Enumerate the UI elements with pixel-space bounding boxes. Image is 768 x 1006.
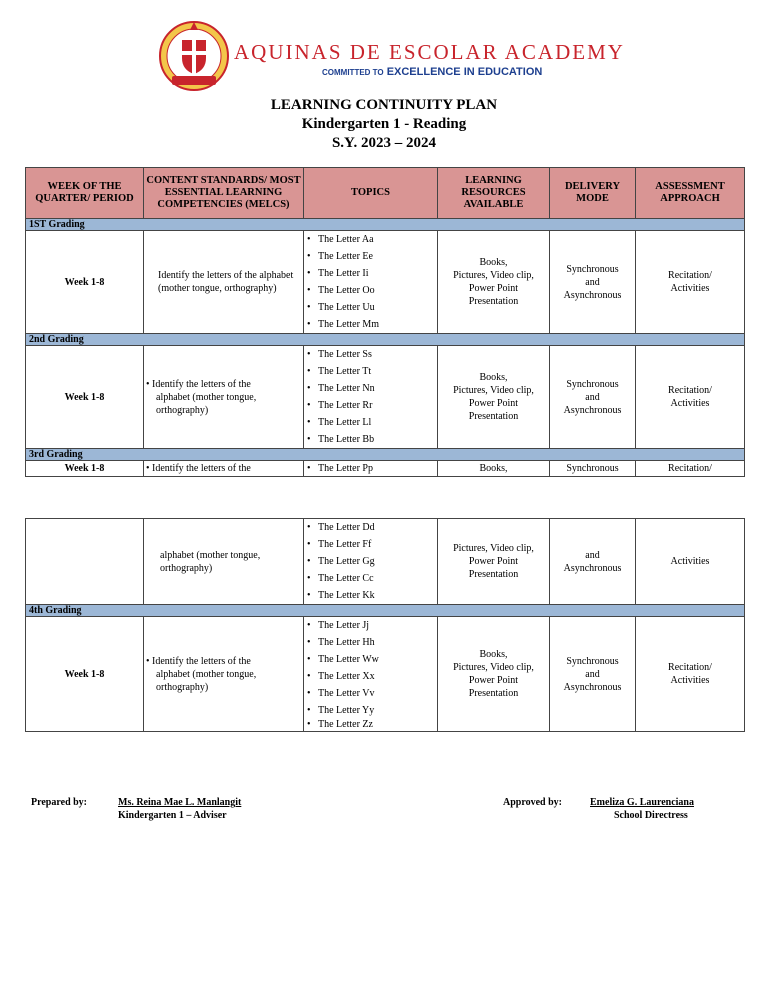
competency-line: alphabet (mother tongue, bbox=[156, 391, 257, 403]
topic-item: • The Letter Mm bbox=[306, 316, 435, 333]
delivery-cell bbox=[550, 519, 636, 605]
school-seal-logo bbox=[158, 18, 230, 94]
resources-cell bbox=[438, 519, 550, 605]
resource-line: Power Point bbox=[468, 556, 519, 567]
doc-title: LEARNING CONTINUITY PLAN bbox=[270, 97, 498, 113]
delivery-cell: Synchronous bbox=[550, 461, 636, 477]
table-row bbox=[26, 461, 745, 477]
delivery-cell bbox=[550, 617, 636, 732]
delivery-line: Asynchronous bbox=[563, 404, 622, 416]
topics-cell bbox=[304, 617, 438, 732]
delivery-line: Asynchronous bbox=[563, 681, 622, 693]
topic-item: • The Letter Ff bbox=[306, 536, 435, 553]
grading-row-2 bbox=[26, 334, 745, 346]
topic-item: • The Letter Ll bbox=[306, 414, 435, 431]
assessment-line: Activities bbox=[670, 283, 710, 294]
week-cell: Week 1-8 bbox=[26, 231, 144, 334]
resource-line: Books, bbox=[479, 372, 508, 383]
topic-item: • The Letter Hh bbox=[306, 634, 435, 651]
assessment-line: Activities bbox=[670, 675, 710, 686]
delivery-line: Asynchronous bbox=[563, 289, 622, 301]
competency-cell: Identify the letters of the alphabet (mother tongue, orthography) bbox=[144, 231, 304, 334]
table-row bbox=[26, 617, 745, 732]
resource-line: Presentation bbox=[468, 411, 519, 422]
delivery-cell bbox=[550, 231, 636, 334]
table-row bbox=[26, 231, 745, 334]
topic-item: • The Letter Jj bbox=[306, 617, 435, 634]
assessment-cell: Recitation/ bbox=[636, 461, 745, 477]
week-cell: Week 1-8 bbox=[26, 617, 144, 732]
competency-line: orthography) bbox=[156, 681, 209, 693]
delivery-line: Asynchronous bbox=[563, 562, 622, 574]
plan-table-part2 bbox=[25, 518, 745, 732]
grading-label: 4th Grading bbox=[26, 605, 745, 617]
competency-line: alphabet (mother tongue, bbox=[156, 668, 257, 680]
delivery-line: Synchronous bbox=[566, 263, 619, 275]
topics-cell bbox=[304, 461, 438, 477]
topic-item: • The Letter Yy bbox=[306, 702, 435, 719]
topic-item: • The Letter Ww bbox=[306, 651, 435, 668]
topic-item: • The Letter Nn bbox=[306, 380, 435, 397]
col-header-topics: TOPICS bbox=[304, 168, 438, 219]
resources-cell bbox=[438, 617, 550, 732]
topic-item: • The Letter Dd bbox=[306, 519, 435, 536]
grading-label: 3rd Grading bbox=[26, 449, 745, 461]
competency-line: alphabet (mother tongue, bbox=[160, 549, 261, 561]
competency-line: • Identify the letters of the bbox=[146, 655, 251, 667]
competency-cell: • Identify the letters of the bbox=[144, 461, 304, 477]
delivery-line: and bbox=[585, 549, 600, 561]
competency-cell bbox=[144, 617, 304, 732]
topic-item: • The Letter Kk bbox=[306, 587, 435, 604]
resource-line: Presentation bbox=[468, 569, 519, 580]
delivery-line: and bbox=[585, 276, 600, 288]
delivery-line: Synchronous bbox=[566, 378, 619, 390]
topic-item: • The Letter Pp bbox=[306, 461, 435, 476]
tagline-main: EXCELLENCE IN EDUCATION bbox=[386, 66, 543, 78]
topic-item: • The Letter Ii bbox=[306, 265, 435, 282]
assessment-line: Activities bbox=[670, 398, 710, 409]
assessment-cell bbox=[636, 346, 745, 449]
topic-item: • The Letter Gg bbox=[306, 553, 435, 570]
topic-item: • The Letter Vv bbox=[306, 685, 435, 702]
school-tagline bbox=[322, 66, 542, 78]
col-header-week: WEEK OF THE QUARTER/ PERIOD bbox=[26, 168, 144, 219]
approved-by-name: Emeliza G. Laurenciana bbox=[590, 797, 694, 808]
assessment-cell bbox=[636, 231, 745, 334]
competency-line: orthography) bbox=[160, 562, 213, 574]
topics-cell bbox=[304, 519, 438, 605]
resource-line: Pictures, Video clip, bbox=[453, 385, 534, 396]
resource-line: Books, bbox=[479, 649, 508, 660]
delivery-line: and bbox=[585, 391, 600, 403]
tagline-prefix: COMMITTED TO bbox=[322, 68, 384, 77]
resources-cell bbox=[438, 346, 550, 449]
topic-item: • The Letter Aa bbox=[306, 231, 435, 248]
approved-by-label: Approved by: bbox=[503, 797, 562, 808]
assessment-cell: Activities bbox=[636, 519, 745, 605]
col-header-content: CONTENT STANDARDS/ MOST ESSENTIAL LEARNING COMPETENCIES (MELCS) bbox=[144, 168, 304, 219]
week-cell: Week 1-8 bbox=[26, 346, 144, 449]
topic-item: • The Letter Rr bbox=[306, 397, 435, 414]
week-cell bbox=[26, 519, 144, 605]
page-header bbox=[0, 14, 768, 94]
doc-subtitle: Kindergarten 1 - Reading bbox=[301, 116, 467, 132]
topic-item: • The Letter Uu bbox=[306, 299, 435, 316]
assessment-line: Recitation/ bbox=[668, 385, 712, 396]
col-header-resources: LEARNING RESOURCES AVAILABLE bbox=[438, 168, 550, 219]
topics-cell bbox=[304, 231, 438, 334]
competency-cell bbox=[144, 346, 304, 449]
resources-cell: Books, bbox=[438, 461, 550, 477]
approved-by-role: School Directress bbox=[614, 810, 688, 821]
competency-line: • Identify the letters of the bbox=[146, 378, 251, 390]
grading-row-1 bbox=[26, 219, 745, 231]
resource-line: Presentation bbox=[468, 688, 519, 699]
delivery-line: and bbox=[585, 668, 600, 680]
topic-item: • The Letter Bb bbox=[306, 431, 435, 448]
assessment-line: Recitation/ bbox=[668, 662, 712, 673]
prepared-by-name: Ms. Reina Mae L. Manlangit bbox=[118, 797, 242, 808]
topic-item: • The Letter Ee bbox=[306, 248, 435, 265]
prepared-by-label: Prepared by: bbox=[31, 797, 88, 808]
doc-school-year: S.Y. 2023 – 2024 bbox=[331, 135, 437, 151]
prepared-by-role: Kindergarten 1 – Adviser bbox=[118, 810, 227, 821]
resources-cell bbox=[438, 231, 550, 334]
topics-cell bbox=[304, 346, 438, 449]
table-row bbox=[26, 519, 745, 605]
resource-line: Power Point bbox=[468, 398, 519, 409]
resource-line: Pictures, Video clip, bbox=[453, 543, 534, 554]
grading-label: 2nd Grading bbox=[26, 334, 745, 346]
table-row bbox=[26, 346, 745, 449]
delivery-line: Synchronous bbox=[566, 655, 619, 667]
assessment-line: Recitation/ bbox=[668, 270, 712, 281]
topic-item: • The Letter Ss bbox=[306, 346, 435, 363]
plan-table-part1 bbox=[25, 167, 745, 477]
document-titles bbox=[0, 96, 768, 153]
grading-label: 1ST Grading bbox=[26, 219, 745, 231]
col-header-assessment: ASSESSMENT APPROACH bbox=[636, 168, 745, 219]
resource-line: Books, bbox=[479, 257, 508, 268]
topic-item: • The Letter Zz bbox=[306, 719, 435, 731]
school-name: AQUINAS DE ESCOLAR ACADEMY bbox=[234, 40, 625, 64]
col-header-delivery: DELIVERY MODE bbox=[550, 168, 636, 219]
topic-item: • The Letter Cc bbox=[306, 570, 435, 587]
resource-line: Presentation bbox=[468, 296, 519, 307]
week-cell: Week 1-8 bbox=[26, 461, 144, 477]
resource-line: Power Point bbox=[468, 283, 519, 294]
grading-row-4 bbox=[26, 605, 745, 617]
competency-line: orthography) bbox=[156, 404, 209, 416]
table-header-row bbox=[26, 168, 745, 219]
competency-cell bbox=[144, 519, 304, 605]
topic-item: • The Letter Tt bbox=[306, 363, 435, 380]
topic-item: • The Letter Xx bbox=[306, 668, 435, 685]
assessment-cell bbox=[636, 617, 745, 732]
grading-row-3 bbox=[26, 449, 745, 461]
topic-item: • The Letter Oo bbox=[306, 282, 435, 299]
resource-line: Pictures, Video clip, bbox=[453, 270, 534, 281]
resource-line: Power Point bbox=[468, 675, 519, 686]
resource-line: Pictures, Video clip, bbox=[453, 662, 534, 673]
delivery-cell bbox=[550, 346, 636, 449]
